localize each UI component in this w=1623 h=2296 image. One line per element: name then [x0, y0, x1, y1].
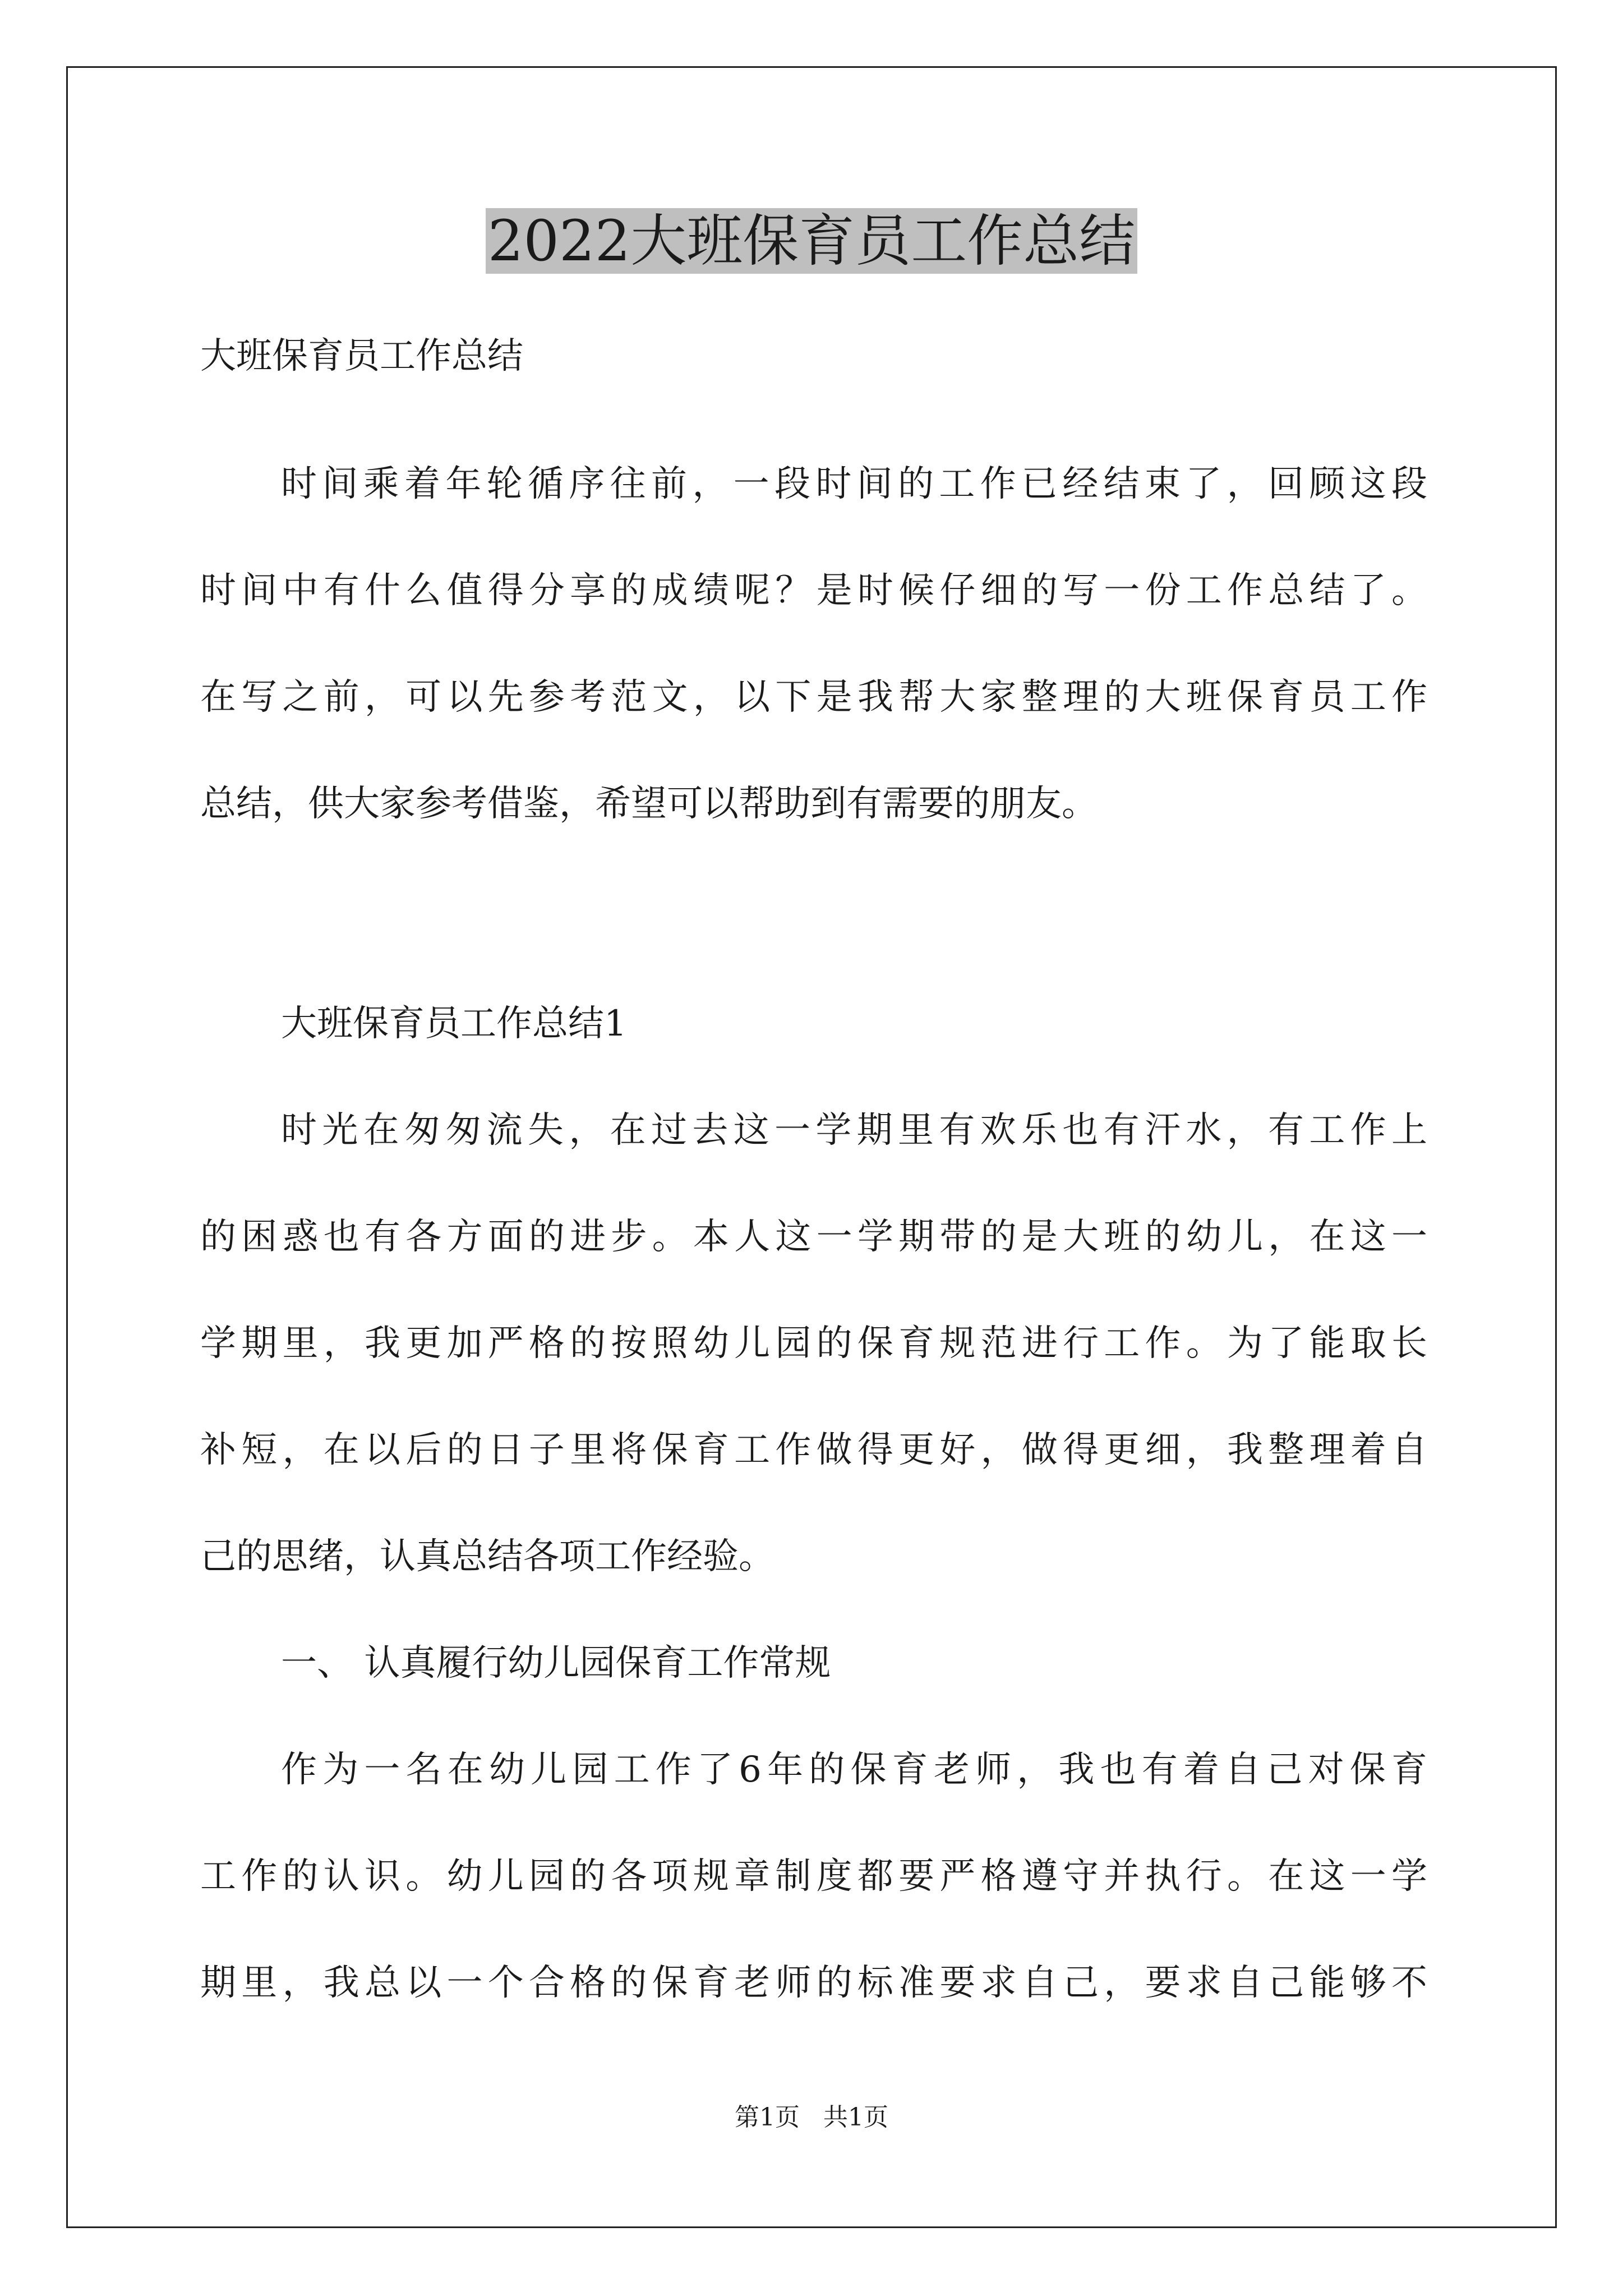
section-heading: 一、 认真履行幼儿园保育工作常规 — [281, 1642, 831, 1684]
section-heading: 大班保育员工作总结1 — [281, 1003, 627, 1045]
paragraph-line: 作为一名在幼儿园工作了6年的保育老师，我也有着自己对保育 — [281, 1749, 1427, 1791]
paragraph-line: 学期里，我更加严格的按照幼儿园的保育规范进行工作。为了能取长 — [200, 1323, 1427, 1364]
document-title-text: 2022大班保育员工作总结 — [486, 208, 1138, 274]
page-number: 第1页 共1页 — [735, 2103, 888, 2132]
paragraph-line: 工作的认识。幼儿园的各项规章制度都要严格遵守并执行。在这一学 — [200, 1856, 1427, 1897]
paragraph-line: 总结，供大家参考借鉴，希望可以帮助到有需要的朋友。 — [200, 783, 1098, 825]
paragraph-line: 己的思绪，认真总结各项工作经验。 — [200, 1536, 774, 1577]
paragraph-line: 时间中有什么值得分享的成绩呢？是时候仔细的写一份工作总结了。 — [200, 570, 1427, 611]
document-title — [0, 199, 1623, 283]
document-subtitle: 大班保育员工作总结 — [200, 335, 523, 377]
paragraph-line: 时光在匆匆流失，在过去这一学期里有欢乐也有汗水，有工作上 — [281, 1110, 1427, 1151]
paragraph-line: 时间乘着年轮循序往前，一段时间的工作已经结束了，回顾这段 — [281, 463, 1427, 505]
paragraph-line: 的困惑也有各方面的进步。本人这一学期带的是大班的幼儿，在这一 — [200, 1216, 1427, 1258]
paragraph-line: 期里，我总以一个合格的保育老师的标准要求自己，要求自己能够不 — [200, 1962, 1427, 2004]
paragraph-line: 在写之前，可以先参考范文，以下是我帮大家整理的大班保育员工作 — [200, 677, 1427, 718]
paragraph-line: 补短，在以后的日子里将保育工作做得更好，做得更细，我整理着自 — [200, 1429, 1427, 1471]
